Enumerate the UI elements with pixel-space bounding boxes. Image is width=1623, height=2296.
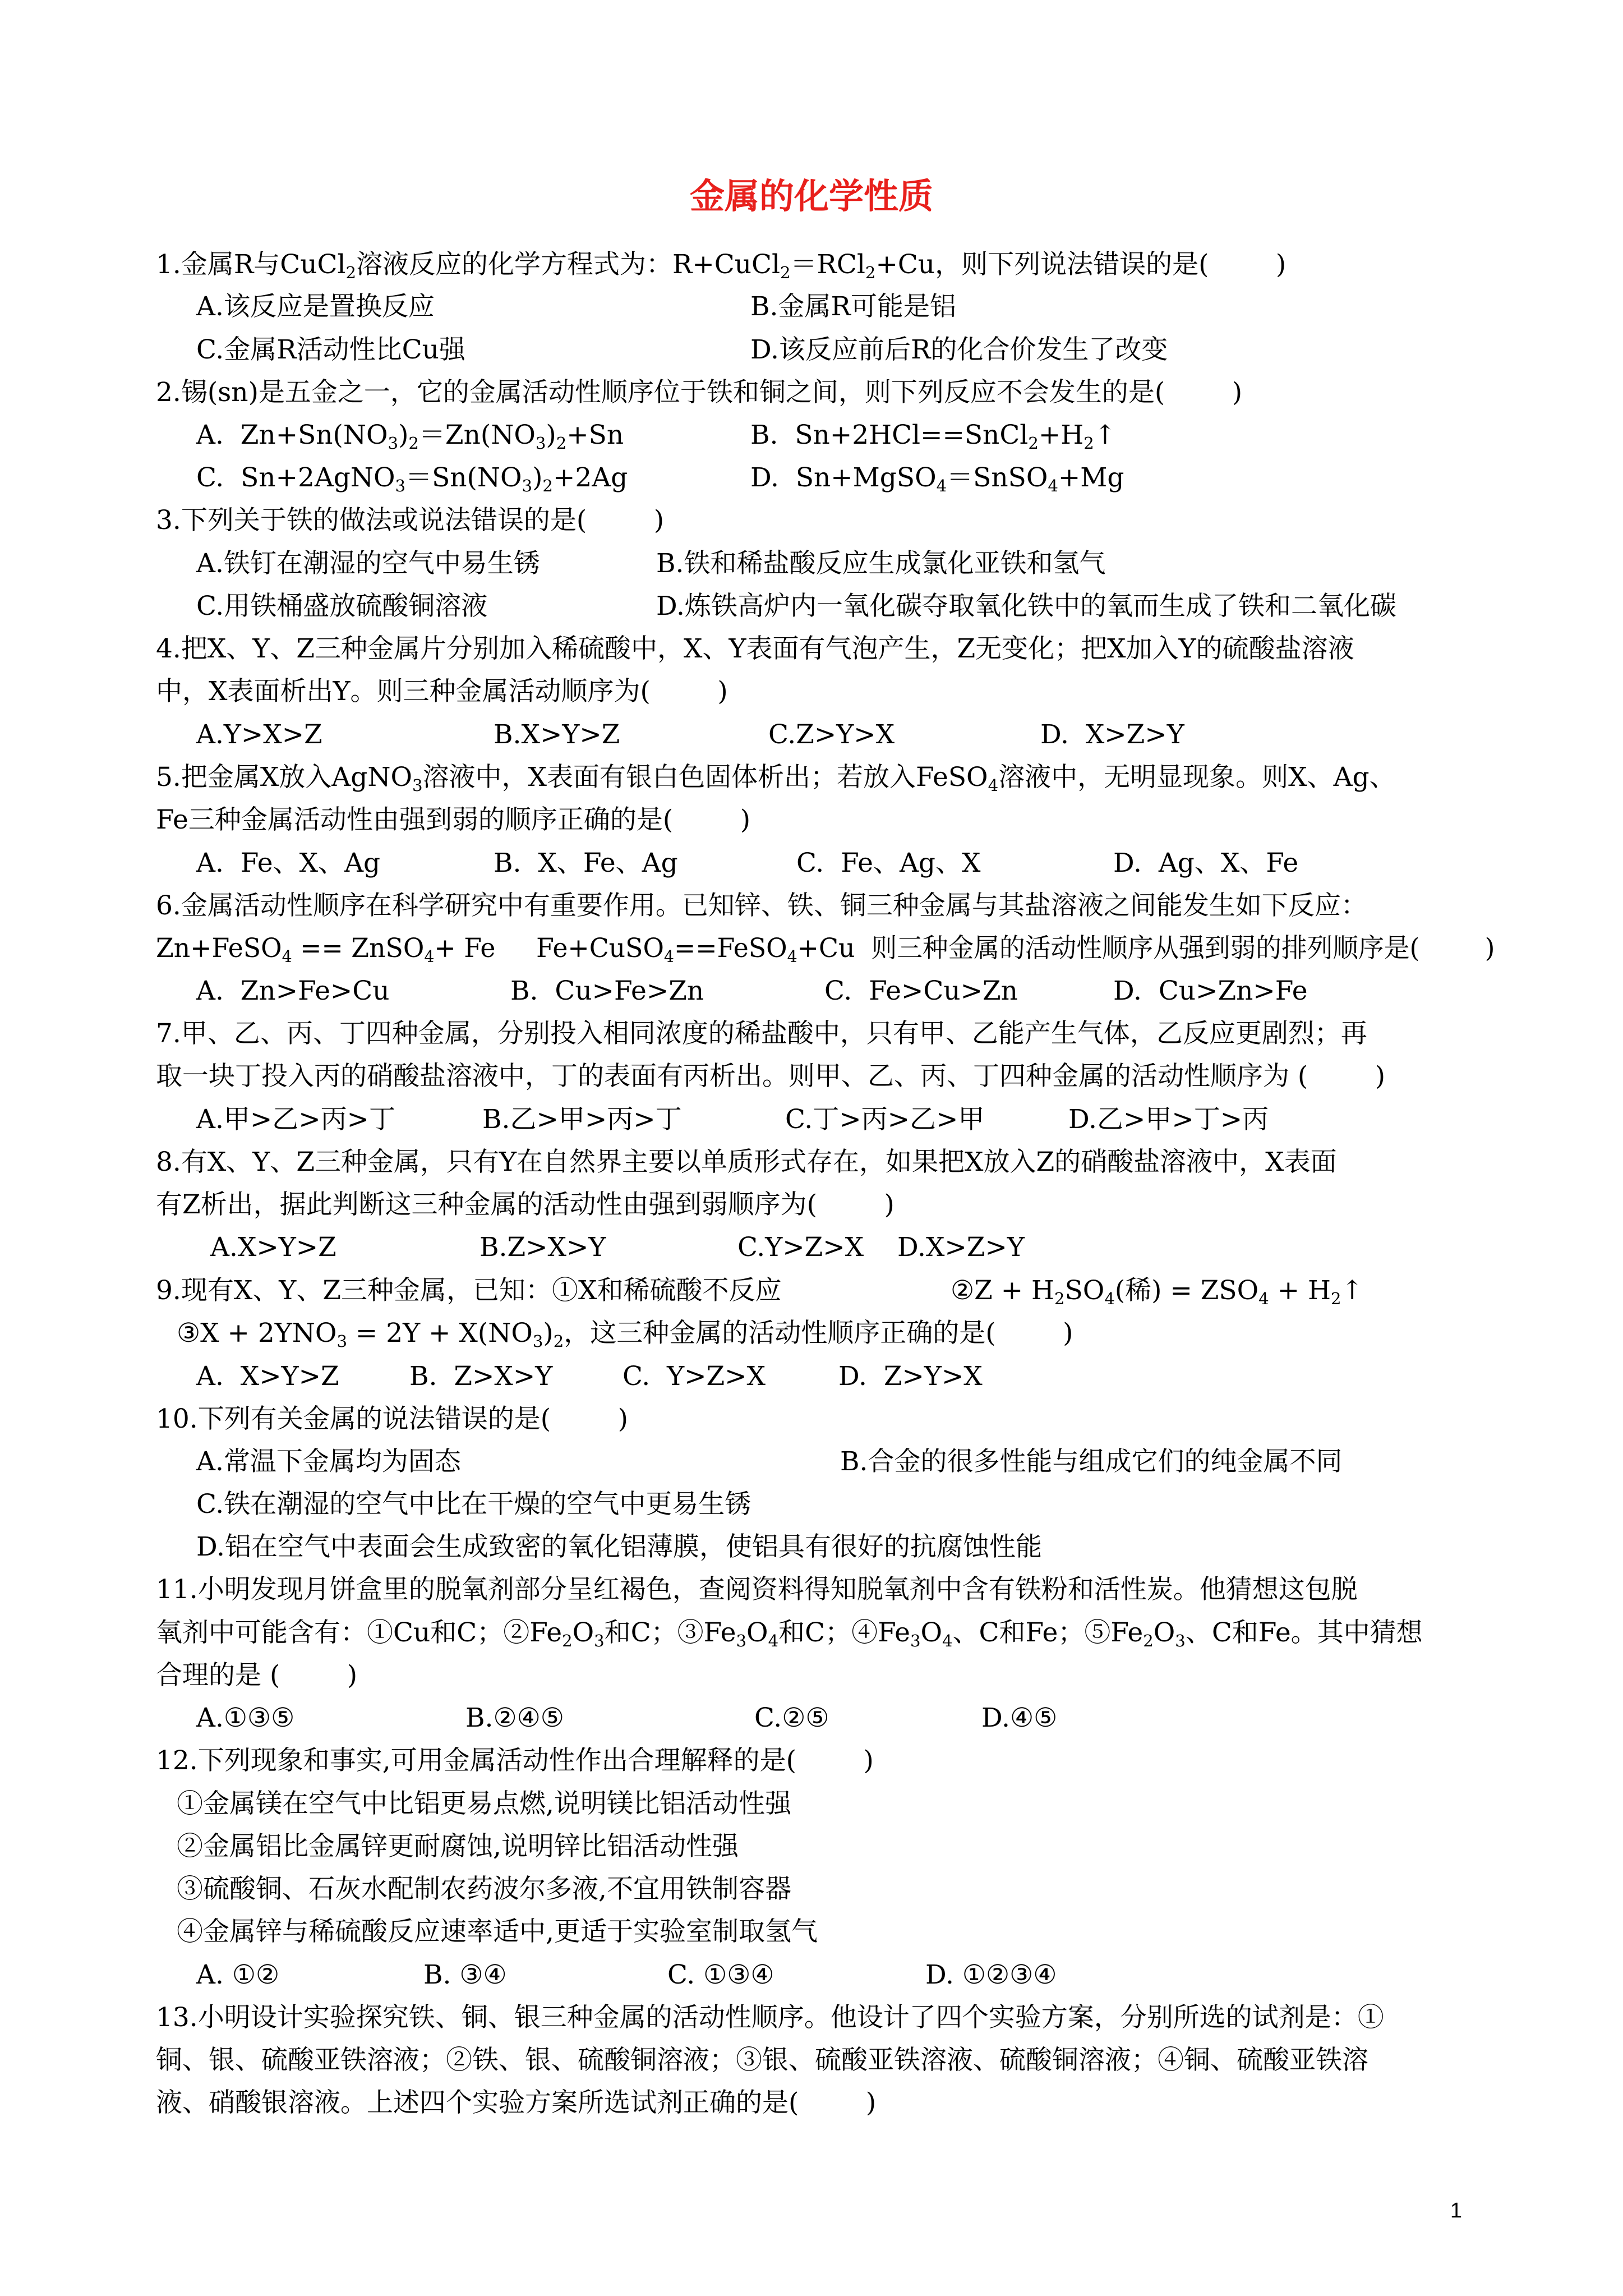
q3-option-c: C.用铁桶盛放硫酸铜溶液 [196,591,488,622]
q1-option-b: B.金属R可能是铝 [750,291,956,322]
q9-stem-2: ③X + $2YNO_3 = 2Y + X(NO_3)_2$，这三种金属的活动性顺序正确的是( ) [177,1318,1073,1351]
q1-option-d: D.该反应前后R的化合价发生了改变 [750,334,1168,365]
q6-option-b: B. Cu>Fe>Zn [510,976,704,1006]
q9-option-d: D. Z>Y>X [838,1361,983,1392]
q2-option-d: D. Sn+MgSO$_4$＝SnSO$_4$+Mg [750,462,1124,495]
q5-option-d: D. Ag、X、Fe [1113,848,1299,878]
q11-stem-2: 氧剂中可能含有：①Cu和C；$②Fe_2O_3$和C；$③Fe_3O_4$和C；$④Fe_3O_4$、C和Fe；$⑤Fe_2O_3$、C和Fe。其中猜想 [156,1617,1423,1650]
q6-option-c: C. Fe>Cu>Zn [824,976,1018,1006]
q12-statement-4: ④金属锌与稀硫酸反应速率适中,更适于实验室制取氢气 [177,1916,818,1947]
q8-option-a: A.X>Y>Z [210,1232,336,1263]
q12-option-c: C. ①③④ [667,1959,774,1990]
q3-option-d: D.炼铁高炉内一氧化碳夺取氧化铁中的氧而生成了铁和二氧化碳 [656,591,1396,622]
q4-stem-2: 中，X表面析出Y。则三种金属活动顺序为( ) [156,676,728,707]
q12-statement-2: ②金属铝比金属锌更耐腐蚀,说明锌比铝活动性强 [177,1831,739,1862]
q5-stem-2: Fe三种金属活动性由强到弱的顺序正确的是( ) [156,804,751,835]
q7-stem-1: 7.甲、乙、丙、丁四种金属，分别投入相同浓度的稀盐酸中，只有甲、乙能产生气体，乙反应更剧烈；再 [156,1018,1367,1049]
q10-option-c: C.铁在潮湿的空气中比在干燥的空气中更易生锈 [196,1489,751,1520]
q7-stem-2: 取一块丁投入丙的硝酸盐溶液中，丁的表面有丙析出。则甲、乙、丙、丁四种金属的活动性顺序为 ( ) [156,1061,1386,1092]
q11-option-b: B.②④⑤ [465,1703,564,1733]
q1-stem: 1.金属R与CuCl$_2$溶液反应的化学方程式为：R+CuCl$_2$＝RCl$_2$+Cu，则下列说法错误的是( ) [156,249,1287,282]
q4-option-b: B.X>Y>Z [494,719,620,750]
q12-option-b: B. ③④ [423,1959,507,1990]
q8-stem-1: 8.有X、Y、Z三种金属，只有Y在自然界主要以单质形式存在，如果把X放入Z的硝酸盐溶液中，X表面 [156,1147,1337,1177]
q10-option-d: D.铝在空气中表面会生成致密的氧化铝薄膜，使铝具有很好的抗腐蚀性能 [196,1531,1042,1562]
page-title: 金属的化学性质 [689,176,933,217]
q8-option-d: D.X>Z>Y [897,1232,1025,1263]
q4-stem-1: 4.把X、Y、Z三种金属片分别加入稀硫酸中，X、Y表面有气泡产生，Z无变化；把X加入Y的硫酸盐溶液 [156,633,1354,664]
q12-option-a: A. ①② [196,1959,280,1990]
q6-stem-2: Zn+FeSO$_4$ == ZnSO$_4$+ Fe Fe+CuSO$_4$==FeSO$_4$+Cu 则三种金属的活动性顺序从强到弱的排列顺序是( ) [156,933,1495,966]
q13-stem-2: 铜、银、硫酸亚铁溶液；②铁、银、硫酸铜溶液；③银、硫酸亚铁溶液、硫酸铜溶液；④铜、硫酸亚铁溶 [156,2045,1368,2076]
q13-stem-1: 13.小明设计实验探究铁、铜、银三种金属的活动性顺序。他设计了四个实验方案，分别所选的试剂是：① [156,2002,1384,2033]
page-number: 1 [1450,2199,1462,2223]
q12-statement-3: ③硫酸铜、石灰水配制农药波尔多液,不宜用铁制容器 [177,1874,791,1904]
q2-option-b: B. $Sn+2HCl==SnCl_2+H_2↑$ [750,420,1117,453]
q12-stem: 12.下列现象和事实,可用金属活动性作出合理解释的是( ) [156,1745,874,1776]
q3-stem: 3.下列关于铁的做法或说法错误的是( ) [156,505,665,536]
q13-stem-3: 液、硝酸银溶液。上述四个实验方案所选试剂正确的是( ) [156,2087,877,2118]
q4-option-a: A.Y>X>Z [196,719,322,750]
q11-stem-1: 11.小明发现月饼盒里的脱氧剂部分呈红褐色，查阅资料得知脱氧剂中含有铁粉和活性炭。他猜想这包脱 [156,1574,1358,1605]
q9-stem-1: 9.现有X、Y、Z三种金属，已知：①X和稀硫酸不反应 [156,1275,782,1306]
q6-stem-1: 6.金属活动性顺序在科学研究中有重要作用。已知锌、铁、铜三种金属与其盐溶液之间能发生如下反应： [156,890,1367,921]
q11-option-c: C.②⑤ [754,1703,829,1733]
q4-option-d: D. X>Z>Y [1040,719,1184,750]
q1-option-c: C.金属R活动性比Cu强 [196,334,465,365]
q6-option-a: A. Zn>Fe>Cu [196,976,390,1006]
q8-stem-2: 有Z析出，据此判断这三种金属的活动性由强到弱顺序为( ) [156,1189,895,1220]
q11-option-a: A.①③⑤ [196,1703,295,1733]
q7-option-d: D.乙>甲>丁>丙 [1068,1104,1269,1135]
q2-option-c: C. $Sn+2AgNO_3=Sn(NO_3)_2+2Ag$ [196,462,628,495]
q7-option-a: A.甲>乙>丙>丁 [196,1104,396,1135]
q12-statement-1: ①金属镁在空气中比铝更易点燃,说明镁比铝活动性强 [177,1788,791,1819]
q6-option-d: D. Cu>Zn>Fe [1113,976,1308,1006]
q8-option-b: B.Z>X>Y [479,1232,606,1263]
q7-option-b: B.乙>甲>丙>丁 [482,1104,682,1135]
q12-option-d: D. ①②③④ [925,1959,1057,1990]
q10-stem: 10.下列有关金属的说法错误的是( ) [156,1404,628,1434]
q10-option-a: A.常温下金属均为固态 [196,1446,461,1477]
q7-option-c: C.丁>丙>乙>甲 [785,1104,985,1135]
q11-stem-3: 合理的是 ( ) [156,1660,358,1691]
q5-option-a: A. Fe、X、Ag [196,848,381,878]
q2-option-a: A. $Zn+Sn(NO_3)_2=Zn(NO_3)_2+Sn$ [196,420,624,453]
q2-stem: 2.锡(sn)是五金之一，它的金属活动性顺序位于铁和铜之间，则下列反应不会发生的是( ) [156,377,1243,408]
q3-option-b: B.铁和稀盐酸反应生成氯化亚铁和氢气 [656,548,1106,579]
q11-option-d: D.④⑤ [981,1703,1058,1733]
q9-option-b: B. Z>X>Y [409,1361,553,1392]
q9-stem-condition-2: ②Z + $H_2SO_4$(稀) = $ZSO_4$ + $H_2↑$ [951,1275,1363,1308]
q9-option-a: A. X>Y>Z [196,1361,339,1392]
q4-option-c: C.Z>Y>X [768,719,895,750]
q1-option-a: A.该反应是置换反应 [196,291,435,322]
q3-option-a: A.铁钉在潮湿的空气中易生锈 [196,548,540,579]
q5-option-c: C. Fe、Ag、X [796,848,981,878]
q5-stem-1: 5.把金属X放入AgNO$_3$溶液中，X表面有银白色固体析出；若放入FeSO$_4$溶液中，无明显现象。则X、Ag、 [156,762,1396,795]
q9-option-c: C. Y>Z>X [623,1361,766,1392]
q8-option-c: C.Y>Z>X [737,1232,864,1263]
q5-option-b: B. X、Fe、Ag [494,848,678,878]
q10-option-b: B.合金的很多性能与组成它们的纯金属不同 [840,1446,1343,1477]
